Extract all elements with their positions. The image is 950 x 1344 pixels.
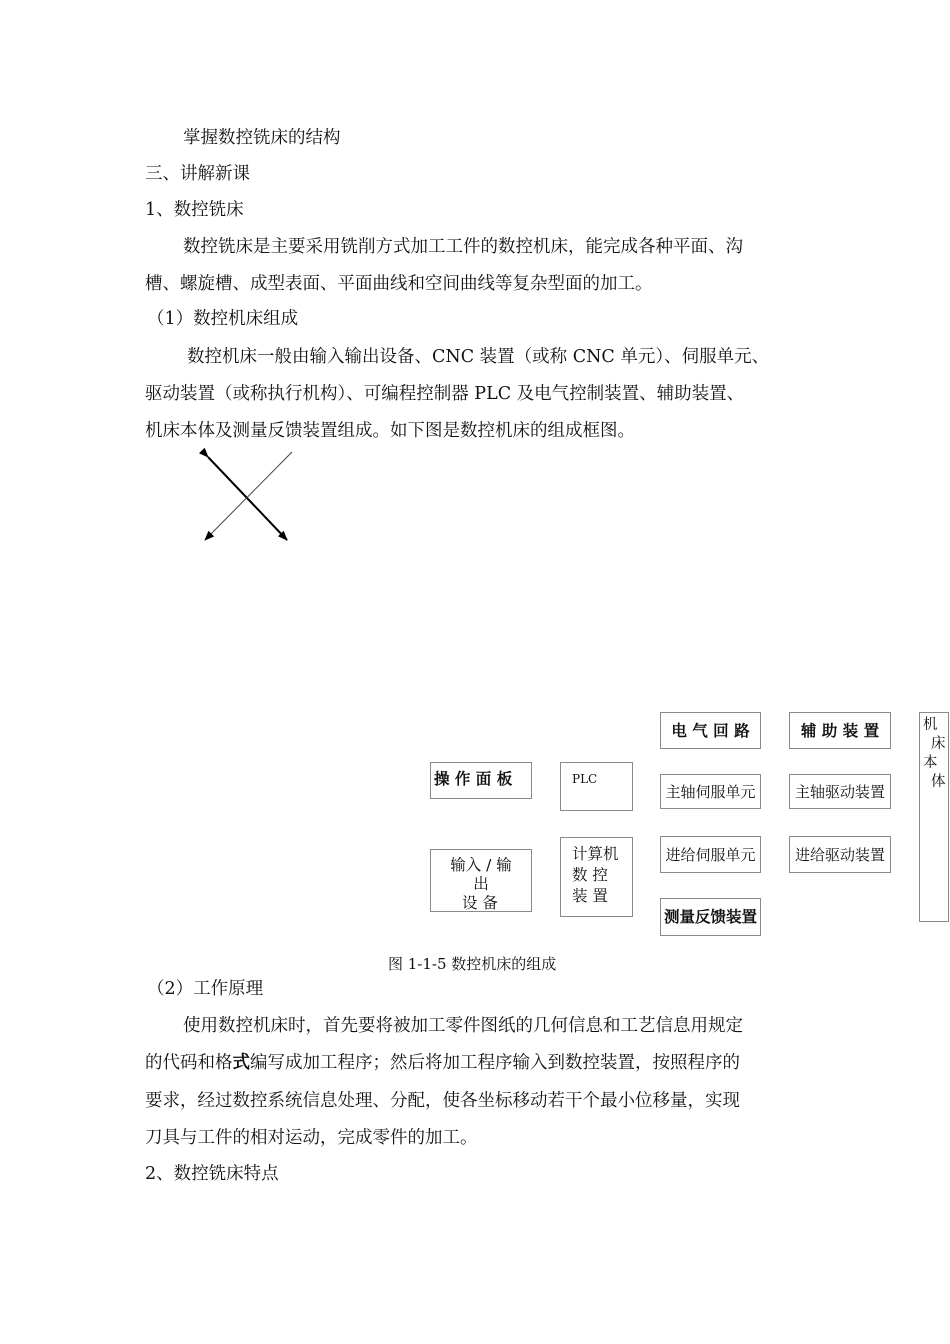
cnc-device-label: 数 控 [572, 866, 608, 884]
cnc-device-label: 计算机 [572, 845, 619, 863]
machine-body-char: 机 [923, 717, 938, 733]
paragraph-line: 数控铣床是主要采用铣削方式加工工件的数控机床，能完成各种平面、沟 [183, 237, 743, 257]
section-heading: 三、讲解新课 [145, 164, 250, 184]
machine-body-box [919, 712, 949, 922]
bold-fragment: 式 [232, 1053, 250, 1073]
paragraph-fragment: 编写成加工程序；然后将加工程序输入到数控装置，按照程序的 [250, 1053, 740, 1073]
paragraph-line: 驱动装置（或称执行机构）、可编程控制器 PLC 及电气控制装置、辅助装置、 [145, 384, 745, 404]
subsection-heading: 1、数控铣床 [145, 200, 244, 220]
arrow-line [205, 452, 292, 540]
objective-line: 掌握数控铣床的结构 [183, 128, 341, 148]
spindle-servo-box: 主轴伺服单元 [660, 774, 761, 809]
paragraph-line: 数控机床一般由输入输出设备、CNC 装置（或称 CNC 单元）、伺服单元、 [187, 347, 770, 367]
io-device-label: 出 [473, 875, 489, 893]
paragraph-fragment: 的代码和格 [145, 1053, 233, 1073]
io-device-label: 输入 / 输 [450, 856, 512, 874]
item-heading: （2）工作原理 [147, 979, 264, 999]
io-device-box [430, 849, 532, 912]
item-heading: （1）数控机床组成 [147, 309, 299, 329]
paragraph-line [145, 1052, 740, 1074]
cnc-device-label: 装 置 [572, 887, 608, 905]
paragraph-line: 刀具与工件的相对运动，完成零件的加工。 [145, 1128, 478, 1148]
feedback-box: 测量反馈装置 [660, 898, 761, 936]
paragraph-line: 槽、螺旋槽、成型表面、平面曲线和空间曲线等复杂型面的加工。 [145, 274, 653, 294]
machine-body-char: 床 [931, 736, 946, 752]
feed-servo-box: 进给伺服单元 [660, 836, 761, 873]
io-device-label: 设 备 [462, 894, 498, 912]
electric-circuit-box: 电 气 回 路 [660, 712, 761, 749]
spindle-drive-box: 主轴驱动装置 [789, 774, 891, 809]
machine-body-char: 本 [923, 755, 938, 771]
operation-panel-box: 操 作 面 板 [430, 762, 532, 799]
plc-box: PLC [560, 762, 633, 811]
paragraph-line: 使用数控机床时，首先要将被加工零件图纸的几何信息和工艺信息用规定 [183, 1016, 743, 1036]
paragraph-line: 机床本体及测量反馈装置组成。如下图是数控机床的组成框图。 [145, 421, 635, 441]
machine-body-char: 体 [931, 774, 946, 790]
paragraph-line: 要求，经过数控系统信息处理、分配，使各坐标移动若干个最小位移量，实现 [145, 1091, 740, 1111]
figure-caption: 图 1-1-5 数控机床的组成 [388, 955, 557, 973]
cnc-device-box [560, 837, 633, 917]
feed-drive-box: 进给驱动装置 [789, 836, 891, 873]
aux-device-box: 辅 助 装 置 [789, 712, 891, 749]
subsection-heading: 2、数控铣床特点 [145, 1164, 279, 1184]
